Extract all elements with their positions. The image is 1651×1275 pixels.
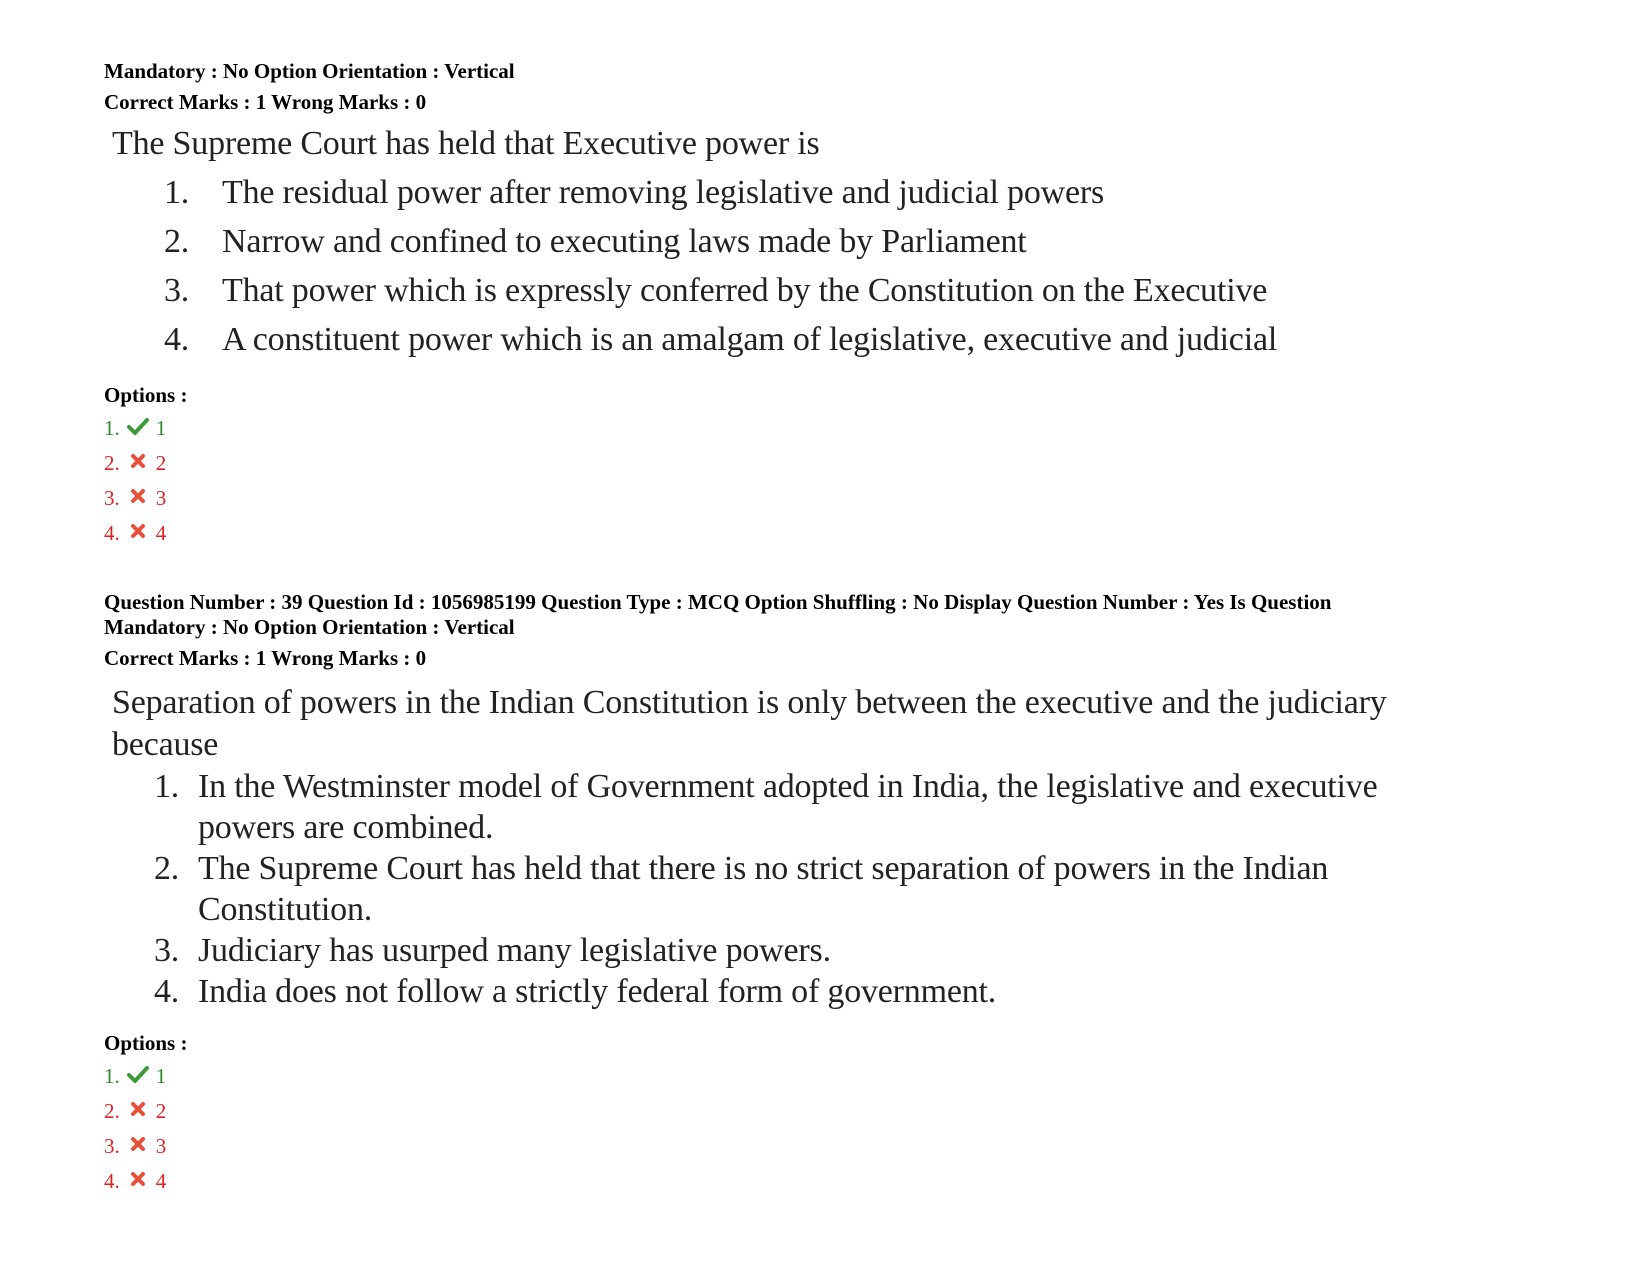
cross-icon — [124, 1136, 152, 1152]
choice-item — [104, 168, 1544, 217]
option-item-wrong — [104, 1094, 1544, 1129]
choice-item — [104, 217, 1544, 266]
cross-icon — [124, 523, 152, 539]
option-value: 1 — [155, 416, 167, 440]
option-number: 3. — [104, 486, 120, 510]
choice-number: 3. — [154, 932, 180, 969]
options-label: Options : — [104, 383, 188, 407]
option-value: 1 — [155, 1064, 167, 1088]
choice-text: The Supreme Court has held that there is no strict separation of powers in the Indian Constitution. — [198, 850, 1329, 928]
question-stem: Separation of powers in the Indian Constitution is only between the executive and the judiciary because — [112, 684, 1387, 763]
option-item-correct — [104, 411, 1544, 446]
option-item-wrong — [104, 481, 1544, 516]
check-icon — [124, 417, 152, 435]
choice-item — [104, 848, 1544, 930]
question-content — [104, 124, 1544, 364]
option-value: 4 — [155, 521, 167, 545]
choice-text: India does not follow a strictly federal form of government. — [198, 973, 997, 1010]
choice-number: 3. — [164, 272, 190, 309]
question-content — [104, 682, 1544, 1012]
choice-text: Narrow and confined to executing laws made by Parliament — [222, 223, 1027, 260]
choice-number: 4. — [164, 321, 190, 358]
option-item-wrong — [104, 446, 1544, 481]
option-value: 4 — [155, 1169, 167, 1193]
option-item-wrong — [104, 1129, 1544, 1164]
cross-icon — [124, 1171, 152, 1187]
option-item-correct — [104, 1059, 1544, 1094]
option-item-wrong — [104, 516, 1544, 551]
choice-number: 2. — [164, 223, 190, 260]
choice-text: In the Westminster model of Government adopted in India, the legislative and executive powers are combined. — [198, 768, 1378, 846]
choice-text: The residual power after removing legislative and judicial powers — [222, 174, 1105, 211]
choice-item — [104, 930, 1544, 971]
cross-icon — [124, 453, 152, 469]
choice-number: 1. — [164, 174, 190, 211]
question-block-39 — [104, 587, 1544, 1199]
marks-line: Correct Marks : 1 Wrong Marks : 0 — [104, 646, 427, 670]
question-meta-line: Question Number : 39 Question Id : 1056985199 Question Type : MCQ Option Shuffling : No Display Question Number : Yes Is Question — [104, 590, 1332, 614]
option-value: 3 — [155, 1134, 167, 1158]
options-list — [104, 1059, 1544, 1199]
options-label: Options : — [104, 1031, 188, 1055]
option-value: 2 — [155, 1099, 167, 1123]
option-item-wrong — [104, 1164, 1544, 1199]
choice-item — [104, 766, 1544, 848]
option-value: 3 — [155, 486, 167, 510]
choice-text: Judiciary has usurped many legislative powers. — [198, 932, 831, 969]
choice-item — [104, 971, 1544, 1012]
question-stem: The Supreme Court has held that Executive power is — [112, 125, 820, 162]
option-value: 2 — [155, 451, 167, 475]
choice-item — [104, 266, 1544, 315]
choice-number: 4. — [154, 973, 180, 1010]
choice-list — [104, 766, 1544, 1012]
choice-item — [104, 315, 1544, 364]
options-list — [104, 411, 1544, 551]
option-number: 1. — [104, 416, 120, 440]
question-meta-line: Mandatory : No Option Orientation : Vertical — [104, 59, 515, 83]
check-icon — [124, 1065, 152, 1083]
question-block-1 — [104, 56, 1544, 551]
option-number: 3. — [104, 1134, 120, 1158]
choice-text: A constituent power which is an amalgam of legislative, executive and judicial — [222, 321, 1278, 358]
option-number: 2. — [104, 451, 120, 475]
choice-list — [104, 168, 1544, 364]
option-number: 1. — [104, 1064, 120, 1088]
cross-icon — [124, 1101, 152, 1117]
page — [104, 56, 1544, 1199]
cross-icon — [124, 488, 152, 504]
question-meta-line: Mandatory : No Option Orientation : Vertical — [104, 615, 515, 639]
choice-text: That power which is expressly conferred by the Constitution on the Executive — [222, 272, 1268, 309]
marks-line: Correct Marks : 1 Wrong Marks : 0 — [104, 90, 427, 114]
option-number: 2. — [104, 1099, 120, 1123]
choice-number: 1. — [154, 768, 180, 805]
choice-number: 2. — [154, 850, 180, 887]
option-number: 4. — [104, 521, 120, 545]
option-number: 4. — [104, 1169, 120, 1193]
spacer — [104, 551, 1544, 587]
